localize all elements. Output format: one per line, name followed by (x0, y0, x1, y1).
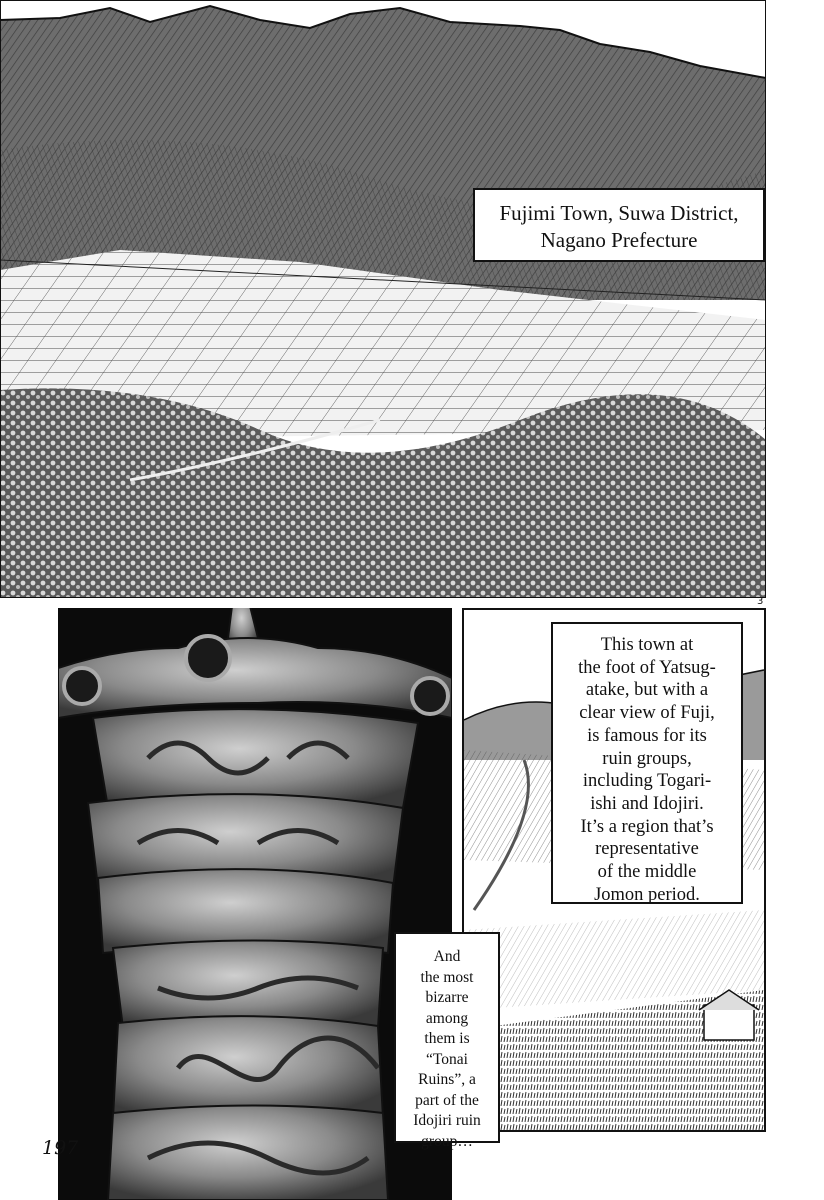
caption-line: ishi and Idojiri. (590, 793, 704, 814)
caption-line: including Togari- (582, 771, 712, 792)
caption-line: among (425, 1009, 469, 1027)
caption-line: representative (595, 839, 699, 860)
location-caption (473, 188, 765, 262)
caption-line: And (433, 948, 461, 965)
page-number: 197 (42, 1137, 79, 1159)
panel-number: 3 (757, 596, 764, 607)
caption-line: the most (420, 968, 474, 986)
caption-line: the foot of Yatsug- (578, 657, 716, 678)
caption-line: This town at (600, 635, 694, 655)
location-line: Nagano Prefecture (540, 228, 698, 252)
caption-line: clear view of Fuji, (579, 703, 715, 724)
caption-line: of the middle (597, 862, 697, 883)
tonai-caption (394, 932, 500, 1150)
caption-line: “Tonai (426, 1050, 468, 1068)
caption-line: bizarre (425, 989, 469, 1006)
landscape-illustration (0, 0, 766, 598)
caption-line: them is (424, 1030, 470, 1047)
artifact-illustration (58, 608, 452, 1200)
caption-line: group… (421, 1132, 473, 1150)
caption-line: is famous for its (587, 725, 707, 746)
location-line: Fujimi Town, Suwa District, (499, 201, 739, 225)
caption-line: Idojiri ruin (413, 1112, 481, 1129)
caption-line: Ruins”, a (418, 1071, 476, 1088)
caption-line: Jomon period. (594, 884, 700, 905)
town-description-caption (551, 622, 743, 904)
landscape-panel (0, 0, 766, 598)
caption-line: part of the (415, 1091, 479, 1109)
artifact-panel (58, 608, 452, 1200)
caption-line: atake, but with a (585, 680, 709, 701)
caption-line: It’s a region that’s (580, 816, 714, 837)
caption-line: ruin groups, (602, 748, 692, 769)
